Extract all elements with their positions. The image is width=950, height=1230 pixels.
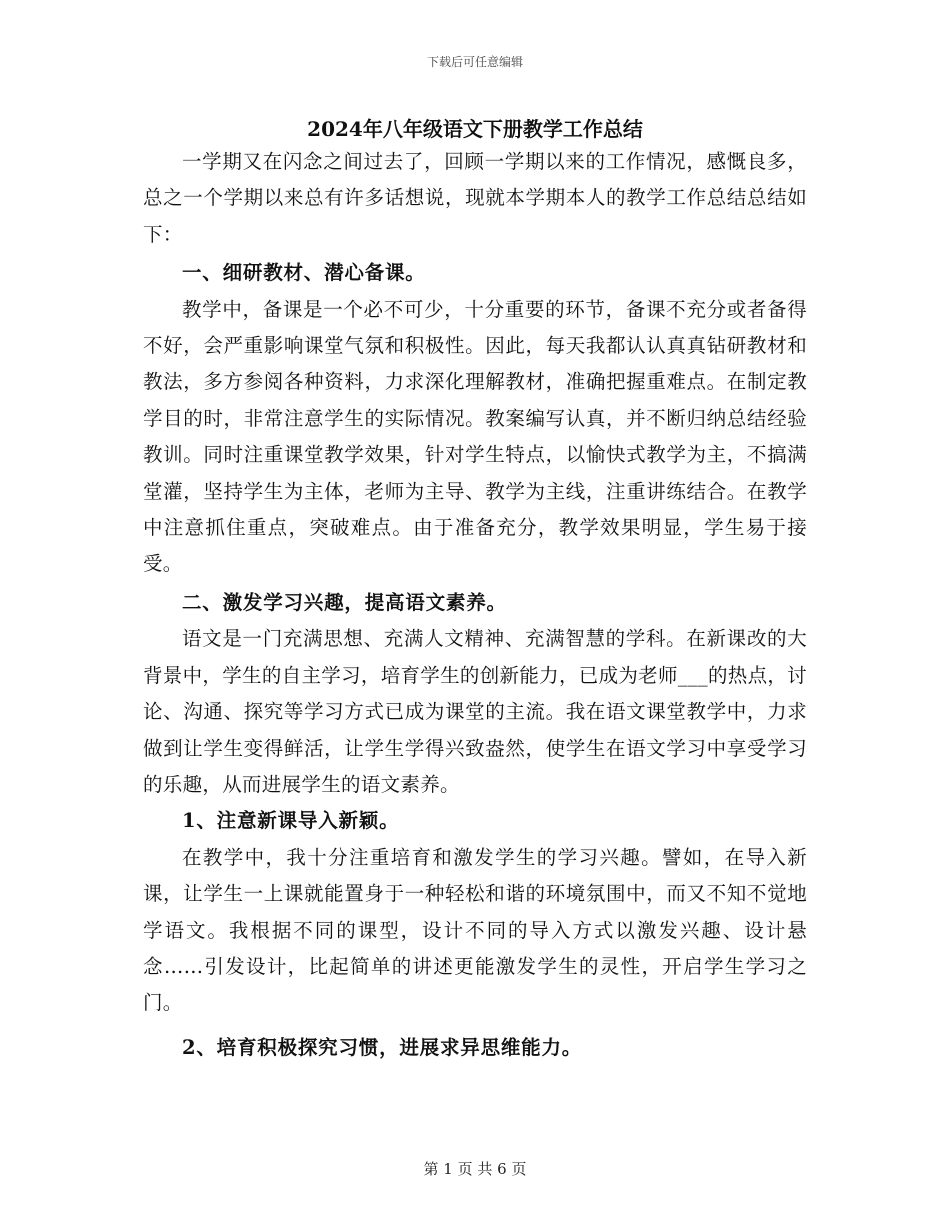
section-1-paragraph: 教学中，备课是一个必不可少，十分重要的环节，备课不充分或者备得不好，会严重影响课堂气氛和积极性。因此，每天我都认认真真钻研教材和教法，多方参阅各种资料，力求深化理解教材，准确把握重难点。在制定教学目的时，非常注意学生的实际情况。教案编写认真，并不断归纳总结经验教训。同时注重课堂教学效果，针对学生特点，以愉快式教学为主，不搞满堂灌，坚持学生为主体，老师为主导、教学为主线，注重讲练结合。在教学中注意抓住重点，突破难点。由于准备充分，教学效果明显，学生易于接受。 xyxy=(143,297,807,576)
document-title: 2024年八年级语文下册教学工作总结 xyxy=(307,117,643,141)
page-header-note: 下载后可任意编辑 xyxy=(426,55,523,69)
subsection-heading-1: 1、注意新课导入新颖。 xyxy=(182,809,400,833)
document-body xyxy=(143,144,807,1066)
subsection-1-paragraph: 在教学中，我十分注重培育和激发学生的学习兴趣。譬如，在导入新课，让学生一上课就能置身于一种轻松和谐的环境氛围中，而又不知不觉地学语文。我根据不同的课型，设计不同的导入方式以激发兴趣、设计悬念……引发设计，比起简单的讲述更能激发学生的灵性，开启学生学习之门。 xyxy=(143,845,807,1015)
page-number-footer: 第 1 页 共 6 页 xyxy=(423,1160,527,1178)
subsection-heading-2: 2、培育积极探究习惯，进展求异思维能力。 xyxy=(182,1035,583,1059)
section-heading-2: 二、激发学习兴趣，提高语文素养。 xyxy=(182,590,507,614)
intro-paragraph: 一学期又在闪念之间过去了，回顾一学期以来的工作情况，感慨良多，总之一个学期以来总有许多话想说，现就本学期本人的教学工作总结总结如下： xyxy=(143,150,807,246)
section-heading-1: 一、细研教材、潜心备课。 xyxy=(182,261,426,285)
section-2-paragraph: 语文是一门充满思想、充满人文精神、充满智慧的学科。在新课改的大背景中，学生的自主学习，培育学生的创新能力，已成为老师___的热点，讨论、沟通、探究等学习方式已成为课堂的主流。我在语文课堂教学中，力求做到让学生变得鲜活，让学生学得兴致盎然，使学生在语文学习中享受学习的乐趣，从而进展学生的语文素养。 xyxy=(143,627,807,796)
